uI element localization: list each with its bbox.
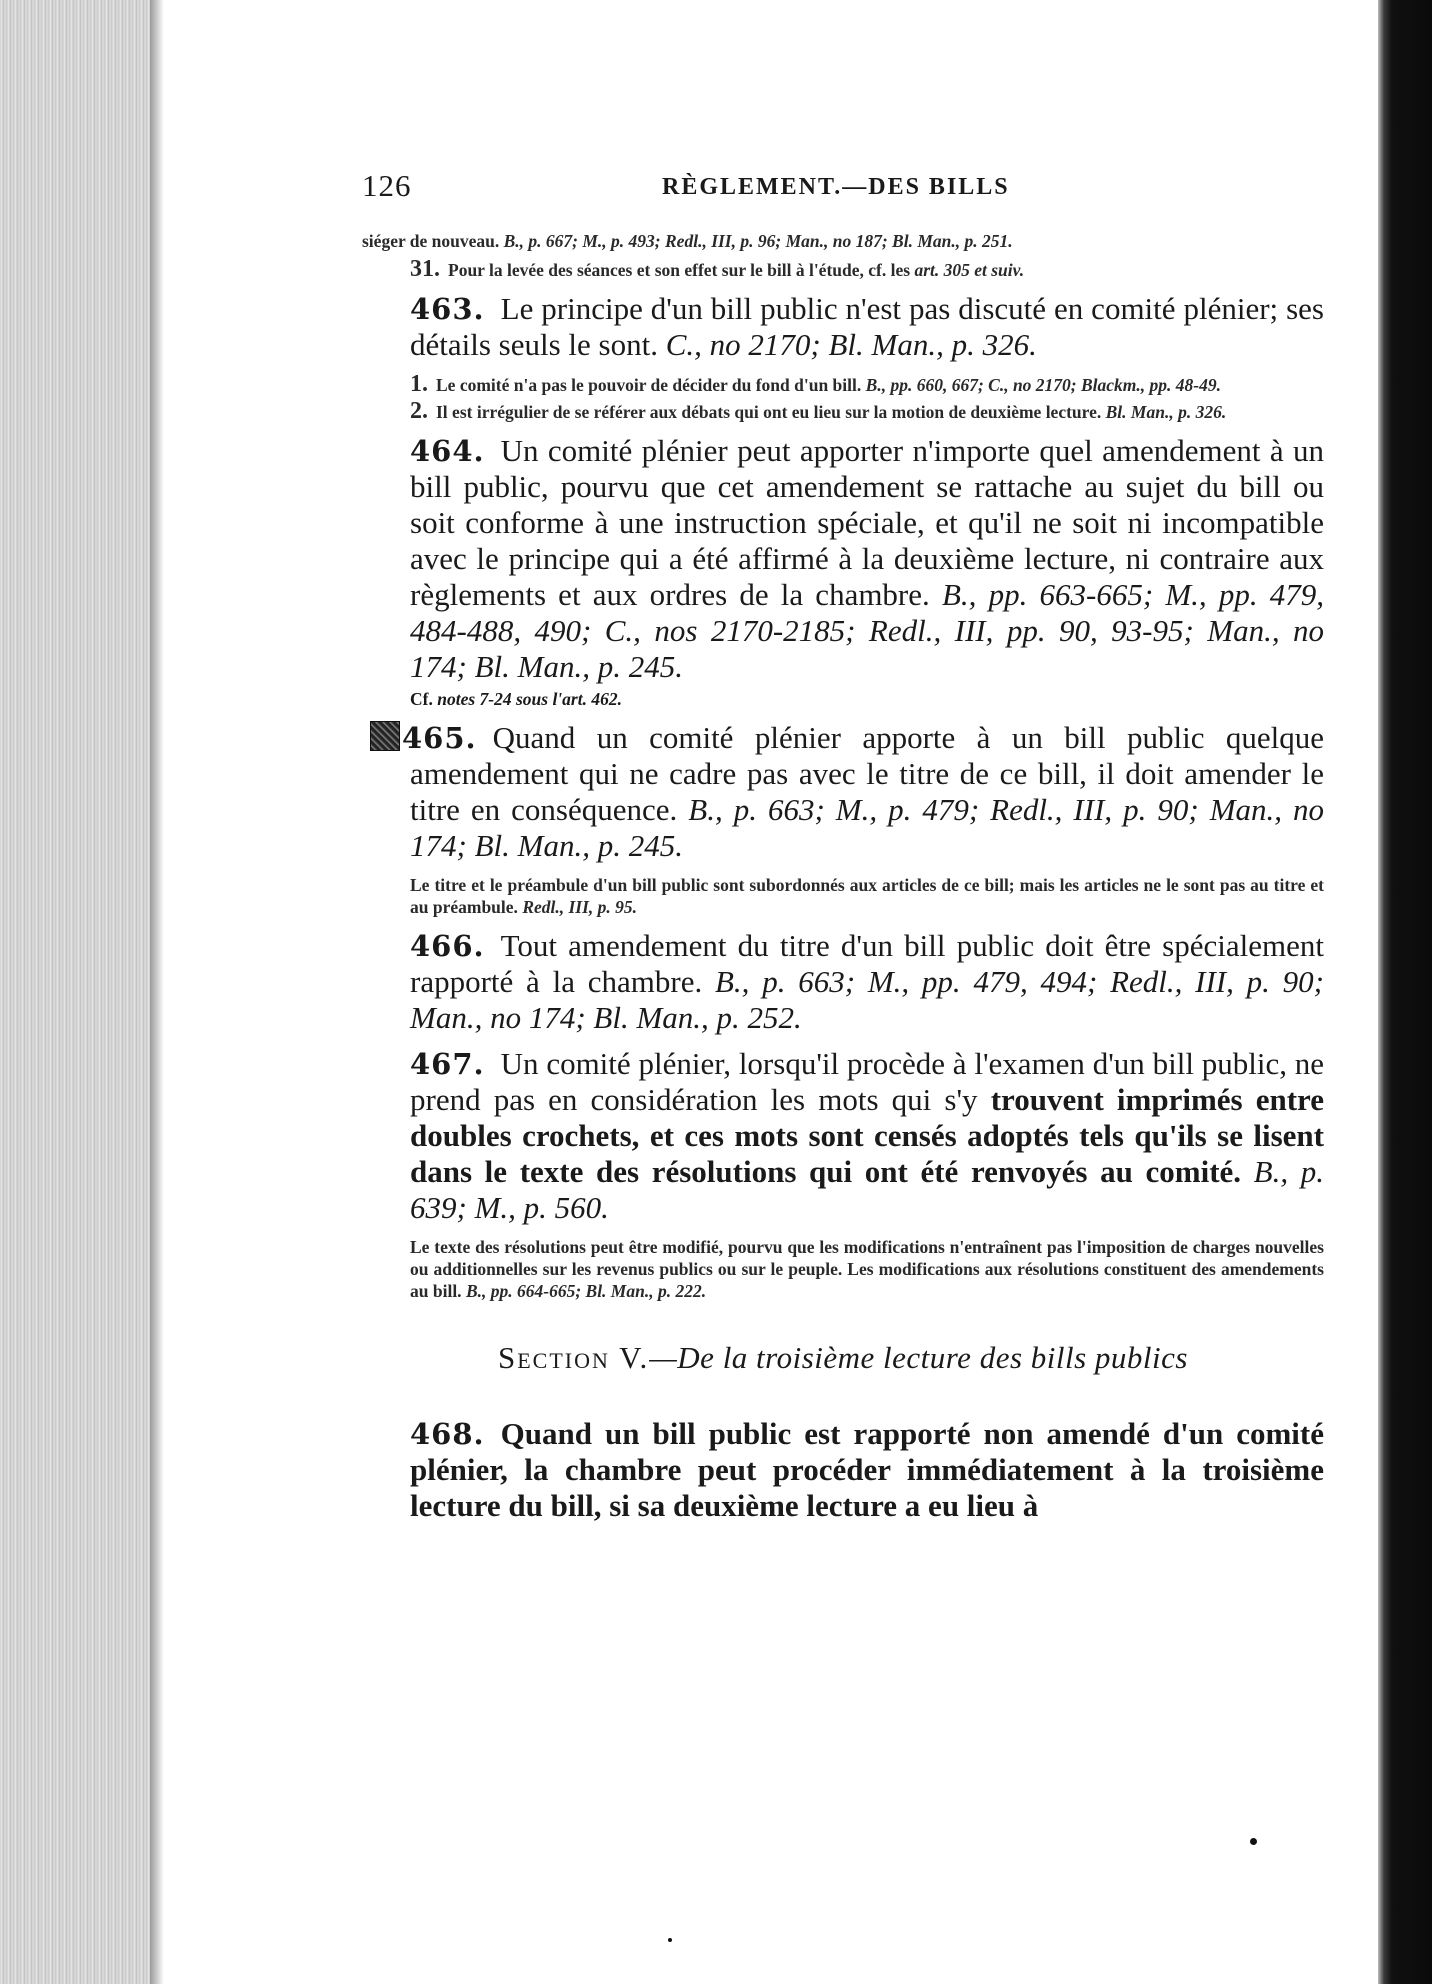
article-text: Quand un bill public est rapporté non amendé d'un comité plénier, la chambre peut procéder immédiatement à la troisième lecture du bill, si sa deuxième lecture a eu lieu à xyxy=(410,1416,1324,1523)
article-463 xyxy=(362,291,1324,363)
article-ref: B., pp. 663-665; M., pp. 479, 484-488, 490; C., nos 2170-2185; Redl., III, pp. 90, 93-95; Man., no 174; Bl. Man., p. 245. xyxy=(410,577,1325,684)
book-gutter xyxy=(1378,0,1432,1984)
top-note-text: siéger de nouveau. xyxy=(362,231,500,251)
cf-464 xyxy=(362,689,1324,710)
book-page-edges xyxy=(0,0,150,1984)
article-ref: B., p. 639; M., p. 560. xyxy=(410,1154,1324,1225)
article-465 xyxy=(362,720,1324,864)
article-text: Tout amendement du titre d'un bill public doit être spécialement rapporté à la chambre. xyxy=(410,928,1324,999)
section-heading xyxy=(362,1340,1324,1376)
cf-label: Cf. xyxy=(410,689,433,709)
note-31 xyxy=(362,258,1324,281)
speck xyxy=(668,1938,672,1942)
note-ref: Redl., III, p. 95. xyxy=(522,897,638,917)
note-463-1 xyxy=(362,373,1324,396)
note-number: 31. xyxy=(410,256,440,282)
article-ref: B., p. 663; M., p. 479; Redl., III, p. 90; Man., no 174; Bl. Man., p. 245. xyxy=(410,792,1325,863)
note-number: 2. xyxy=(410,398,428,424)
note-ref: art. 305 et suiv. xyxy=(914,260,1025,280)
article-467 xyxy=(362,1046,1324,1226)
speck xyxy=(1250,1838,1257,1845)
top-note xyxy=(362,230,1324,252)
note-text: Il est irrégulier de se référer aux débats qui ont eu lieu sur la motion de deuxième lecture. xyxy=(436,402,1102,422)
note-number: 1. xyxy=(410,371,428,397)
page-header xyxy=(362,160,1324,210)
note-465 xyxy=(362,874,1324,918)
article-464 xyxy=(362,433,1324,685)
article-number: 467. xyxy=(410,1047,485,1081)
page-number: 126 xyxy=(362,168,412,203)
page-shadow xyxy=(150,0,164,1984)
article-text-bold: trouvent imprimés entre doubles crochets, et ces mots sont censés adoptés tels qu'ils se lisent dans le texte des résolutions qui ont été renvoyés au comité. xyxy=(410,1082,1325,1189)
article-number: 463. xyxy=(410,292,485,326)
note-ref: B., pp. 664-665; Bl. Man., p. 222. xyxy=(465,1281,707,1301)
top-note-ref: B., p. 667; M., p. 493; Redl., III, p. 96; Man., no 187; Bl. Man., p. 251. xyxy=(503,231,1013,251)
article-468 xyxy=(362,1416,1324,1524)
note-text: Le texte des résolutions peut être modifié, pourvu que les modifications n'entraînent pas l'imposition de charges nouvelles ou additionnelles sur les revenus publics ou sur le peuple. Les modifications aux résolutions constituent des amendements au bill. xyxy=(410,1237,1324,1301)
section-title: —De la troisième lecture des bills publics xyxy=(649,1340,1188,1375)
article-ref: B., p. 663; M., pp. 479, 494; Redl., III, p. 90; Man., no 174; Bl. Man., p. 252. xyxy=(410,964,1324,1035)
note-467 xyxy=(362,1236,1324,1302)
note-text: Pour la levée des séances et son effet sur le bill à l'étude, cf. les xyxy=(448,260,911,280)
section-label: Section V. xyxy=(498,1340,650,1375)
article-number: 466. xyxy=(410,929,485,963)
article-466 xyxy=(362,928,1324,1036)
note-ref: Bl. Man., p. 326. xyxy=(1105,402,1227,422)
cf-ref: notes 7-24 sous l'art. 462. xyxy=(437,689,622,709)
article-text: Le principe d'un bill public n'est pas discuté en comité plénier; ses détails seuls le sont. xyxy=(410,291,1324,362)
article-number: 468. xyxy=(410,1417,485,1451)
note-text: Le titre et le préambule d'un bill public sont subordonnés aux articles de ce bill; mais les articles ne le sont pas au titre et au préambule. xyxy=(410,875,1324,917)
article-ref: C., no 2170; Bl. Man., p. 326. xyxy=(665,327,1037,362)
article-text: Un comité plénier peut apporter n'importe quel amendement à un bill public, pourvu que cet amendement se rattache au sujet du bill ou soit conforme à une instruction spéciale, et qu'il ne soit ni incompatible avec le principe qui a été affirmé à la deuxième lecture, ni contraire aux règlements et aux ordres de la chambre. xyxy=(410,433,1324,612)
note-ref: B., pp. 660, 667; C., no 2170; Blackm., pp. 48-49. xyxy=(865,375,1221,395)
article-number: 465. xyxy=(402,721,477,755)
pointing-hand-icon xyxy=(370,721,400,751)
note-463-2 xyxy=(362,400,1324,423)
article-number: 464. xyxy=(410,434,485,468)
page-content xyxy=(362,160,1324,1524)
article-text: Quand un comité plénier apporte à un bill public quelque amendement qui ne cadre pas avec le titre de ce bill, il doit amender le titre en conséquence. xyxy=(410,720,1324,827)
running-head: RÈGLEMENT.—DES BILLS xyxy=(662,174,1010,200)
note-text: Le comité n'a pas le pouvoir de décider du fond d'un bill. xyxy=(436,375,862,395)
article-text: Un comité plénier, lorsqu'il procède à l'examen d'un bill public, ne prend pas en considération les mots qui s'y xyxy=(410,1046,1324,1117)
